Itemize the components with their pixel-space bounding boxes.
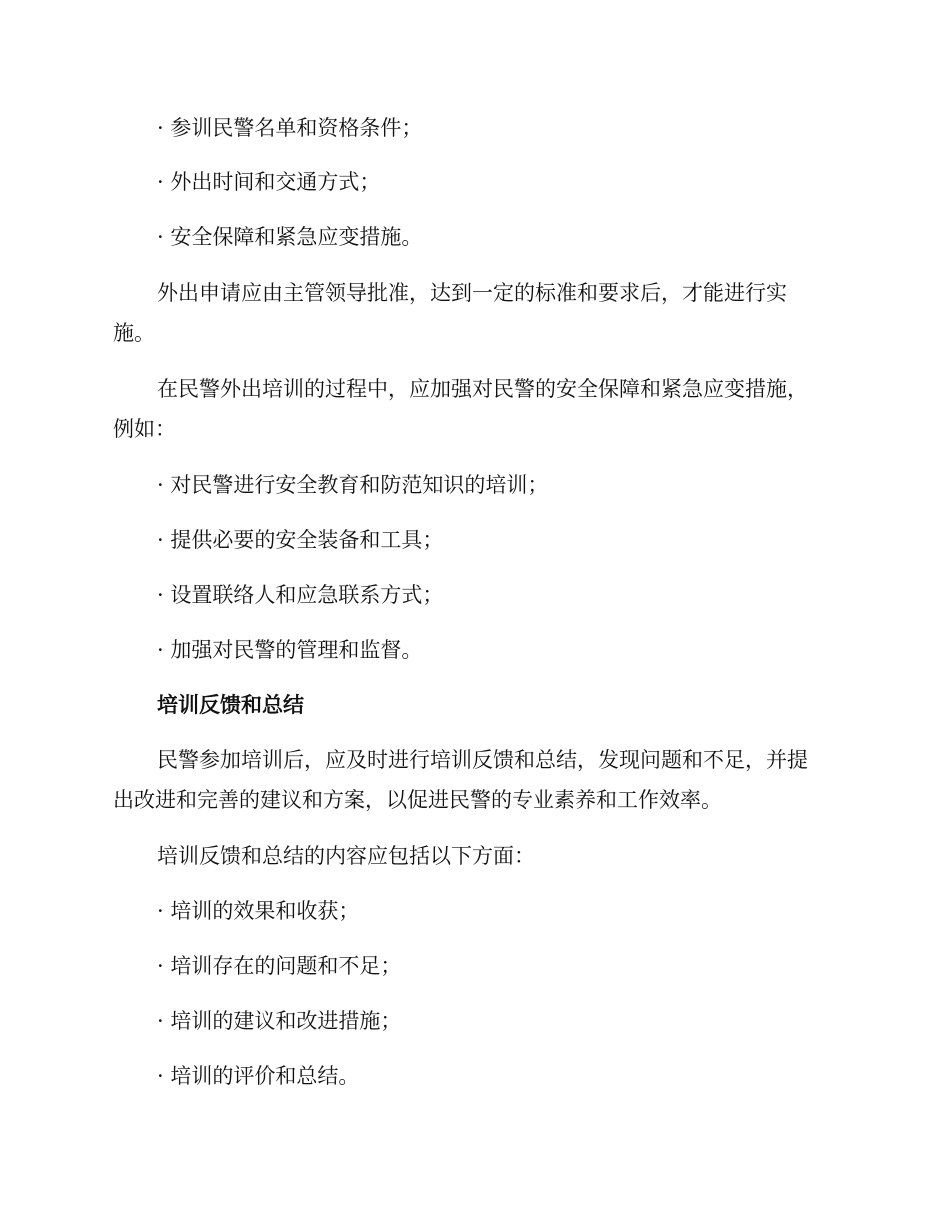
paragraph-feedback-line1: 民警参加培训后，应及时进行培训反馈和总结，发现问题和不足，并提 [157, 748, 808, 772]
list-item: · 对民警进行安全教育和防范知识的培训； [157, 473, 549, 497]
list-item: · 安全保障和紧急应变措施。 [157, 225, 423, 249]
paragraph-approval-line1: 外出申请应由主管领导批准，达到一定的标准和要求后，才能进行实 [157, 281, 787, 305]
list-item: · 参训民警名单和资格条件； [157, 116, 423, 140]
list-item: · 提供必要的安全装备和工具； [157, 528, 444, 552]
section-heading: 培训反馈和总结 [157, 692, 304, 717]
list-item: · 培训的建议和改进措施； [157, 1009, 402, 1033]
paragraph-content: 培训反馈和总结的内容应包括以下方面： [157, 844, 535, 868]
paragraph-safety-line2: 例如： [113, 417, 176, 441]
list-item: · 外出时间和交通方式； [157, 170, 381, 194]
paragraph-feedback-line2: 出改进和完善的建议和方案，以促进民警的专业素养和工作效率。 [113, 788, 722, 812]
list-item: · 培训存在的问题和不足； [157, 954, 402, 978]
list-item: · 加强对民警的管理和监督。 [157, 638, 423, 662]
paragraph-safety-line1: 在民警外出培训的过程中，应加强对民警的安全保障和紧急应变措施， [157, 377, 808, 401]
paragraph-approval-line2: 施。 [113, 321, 155, 345]
list-item: · 培训的评价和总结。 [157, 1064, 360, 1088]
list-item: · 设置联络人和应急联系方式； [157, 583, 444, 607]
list-item: · 培训的效果和收获； [157, 899, 360, 923]
